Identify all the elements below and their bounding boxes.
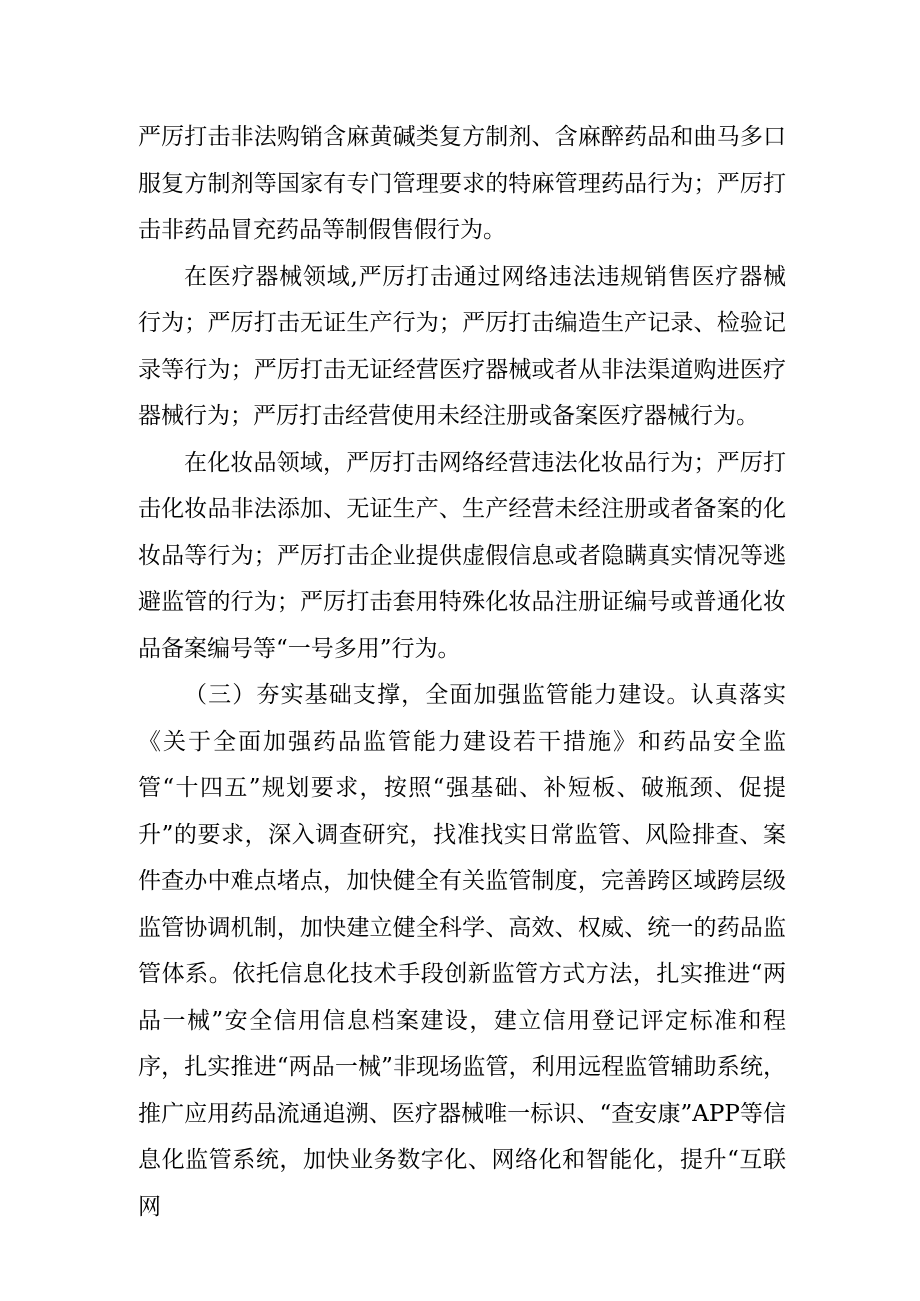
paragraph-section-three-capacity-building: （三）夯实基础支撑，全面加强监管能力建设。认真落实《关于全面加强药品监管能力建设若干措施》和药品安全监管“十四五”规划要求，按照“强基础、补短板、破瓶颈、促提升”的要求，深入调查研究，找准找实日常监管、风险排查、案件查办中难点堵点，加快健全有关监管制度，完善跨区域跨层级监管协调机制，加快建立健全科学、高效、权威、统一的药品监管体系。依托信息化技术手段创新监管方式方法，扎实推进“两品一械”安全信用信息档案建设，建立信用登记评定标准和程序，扎实推进“两品一械”非现场监管，利用远程监管辅助系统，推广应用药品流通追溯、医疗器械唯一标识、“查安康”APP等信息化监管系统，加快业务数字化、网络化和智能化，提升“互联网 [138,682,786,1220]
paragraph-medical-devices: 在医疗器械领域,严厉打击通过网络违法违规销售医疗器械行为；严厉打击无证生产行为；严厉打击编造生产记录、检验记录等行为；严厉打击无证经营医疗器械或者从非法渠道购进医疗器械行为；严厉打击经营使用未经注册或备案医疗器械行为。 [138,263,786,429]
paragraph-cosmetics: 在化妆品领域，严厉打击网络经营违法化妆品行为；严厉打击化妆品非法添加、无证生产、生产经营未经注册或者备案的化妆品等行为；严厉打击企业提供虚假信息或者隐瞒真实情况等逃避监管的行为；严厉打击套用特殊化妆品注册证编号或普通化妆品备案编号等“一号多用”行为。 [138,449,786,662]
paragraph-drug-crackdown-continued: 严厉打击非法购销含麻黄碱类复方制剂、含麻醉药品和曲马多口服复方制剂等国家有专门管理要求的特麻管理药品行为；严厉打击非药品冒充药品等制假售假行为。 [138,124,786,243]
document-page [138,114,786,1230]
